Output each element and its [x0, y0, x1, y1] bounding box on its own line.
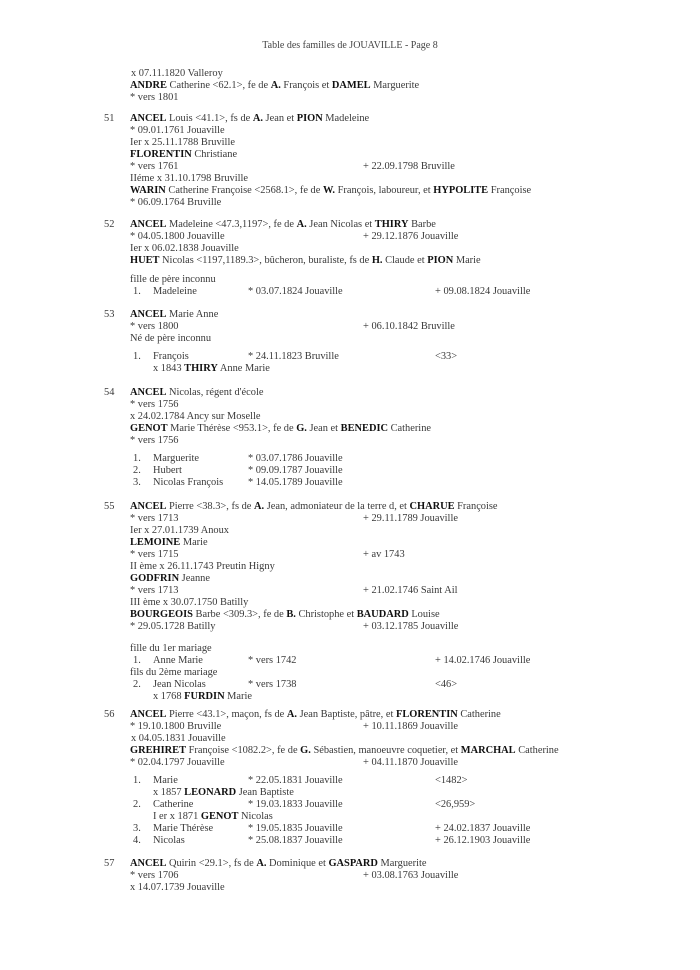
text-fragment: x 24.02.1784 Ancy sur Moselle — [130, 411, 261, 422]
entry-line — [133, 286, 141, 298]
surname: ANCEL — [130, 501, 167, 512]
surname: HYPOLITE — [433, 185, 489, 196]
text-fragment: 3. — [133, 823, 141, 834]
text-fragment: * 29.05.1728 Batilly — [130, 621, 216, 632]
text-fragment: * vers 1801 — [130, 92, 179, 103]
text-fragment: * 09.01.1761 Jouaville — [130, 125, 225, 136]
surname: A. — [286, 709, 297, 720]
entry-line — [131, 68, 223, 80]
entry-line — [130, 621, 215, 633]
child-name: Madeleine — [153, 286, 197, 297]
entry-line — [130, 80, 419, 92]
entry-line — [130, 882, 225, 894]
death-or-ref: + 03.08.1763 Jouaville — [363, 870, 459, 881]
death-or-ref: + av 1743 — [363, 549, 405, 560]
text-fragment: Jean et — [306, 423, 341, 434]
surname: CHARUE — [409, 501, 455, 512]
text-fragment: Barbe <309.3>, fe de — [192, 609, 287, 620]
text-fragment: Ier x 06.02.1838 Jouaville — [130, 243, 239, 254]
surname: ANCEL — [130, 858, 167, 869]
text-fragment: 1. — [133, 775, 141, 786]
text-fragment: 1. — [133, 453, 141, 464]
entry-line — [130, 333, 211, 345]
entry-line — [133, 775, 141, 787]
text-fragment: Catherine <62.1>, fe de — [166, 80, 271, 91]
child-name: François — [153, 351, 189, 362]
text-fragment: 2. — [133, 799, 141, 810]
child-birth: * 03.07.1786 Jouaville — [248, 453, 343, 464]
entry-line — [130, 274, 216, 286]
entry-line — [130, 667, 217, 679]
entry-line — [131, 733, 226, 745]
text-fragment: Barbe — [408, 219, 436, 230]
text-fragment: fille du 1er mariage — [130, 643, 212, 654]
child-birth: * 19.05.1835 Jouaville — [248, 823, 343, 834]
text-fragment: * 19.10.1800 Bruville — [130, 721, 222, 732]
text-fragment: Pierre <43.1>, maçon, fs de — [166, 709, 287, 720]
surname: WARIN — [130, 185, 166, 196]
surname: FURDIN — [184, 691, 225, 702]
entry-line — [130, 161, 178, 173]
surname: GASPARD — [328, 858, 378, 869]
child-birth: * 14.05.1789 Jouaville — [248, 477, 343, 488]
surname: A. — [252, 113, 263, 124]
entry-line — [130, 185, 531, 197]
text-fragment: * vers 1761 — [130, 161, 179, 172]
entry-line — [133, 453, 141, 465]
death-or-ref: + 03.12.1785 Jouaville — [363, 621, 459, 632]
text-fragment: Nicolas — [238, 811, 273, 822]
surname: MARCHAL — [460, 745, 516, 756]
entry-heading — [130, 219, 436, 231]
entry-line — [133, 799, 141, 811]
surname: ANDRE — [130, 80, 167, 91]
death-or-ref: + 06.10.1842 Bruville — [363, 321, 455, 332]
text-fragment: II ème x 26.11.1743 Preutin Higny — [130, 561, 275, 572]
text-fragment: Jeanne — [179, 573, 210, 584]
text-fragment: 1. — [133, 286, 141, 297]
text-fragment: fils du 2ème mariage — [130, 667, 218, 678]
entry-line — [153, 363, 270, 375]
text-fragment: Catherine — [515, 745, 559, 756]
surname: B. — [286, 609, 296, 620]
entry-line — [133, 351, 141, 363]
entry-line — [130, 757, 225, 769]
surname: LEMOINE — [130, 537, 181, 548]
text-fragment: Quirin <29.1>, fs de — [166, 858, 257, 869]
entry-number: 55 — [104, 501, 115, 512]
text-fragment: Françoise — [488, 185, 532, 196]
text-fragment: x 04.05.1831 Jouaville — [131, 733, 226, 744]
surname: DAMEL — [331, 80, 371, 91]
text-fragment: 3. — [133, 477, 141, 488]
child-birth: * 09.09.1787 Jouaville — [248, 465, 343, 476]
entry-heading — [130, 309, 218, 321]
text-fragment: Catherine Françoise <2568.1>, fe de — [165, 185, 323, 196]
text-fragment: Sébastien, manoeuvre coquetier, et — [310, 745, 461, 756]
surname: BAUDARD — [356, 609, 409, 620]
entry-line — [130, 537, 208, 549]
text-fragment: fille de père inconnu — [130, 274, 216, 285]
text-fragment: * vers 1713 — [130, 585, 179, 596]
child-name: Hubert — [153, 465, 182, 476]
surname: THIRY — [184, 363, 218, 374]
entry-line — [130, 243, 239, 255]
surname: GENOT — [200, 811, 239, 822]
text-fragment: 1. — [133, 351, 141, 362]
surname: LEONARD — [184, 787, 237, 798]
entry-number: 54 — [104, 387, 115, 398]
death-or-ref: + 22.09.1798 Bruville — [363, 161, 455, 172]
surname: A. — [256, 858, 267, 869]
text-fragment: * vers 1706 — [130, 870, 179, 881]
entry-number: 56 — [104, 709, 115, 720]
text-fragment: * vers 1715 — [130, 549, 179, 560]
text-fragment: Nicolas <1197,1189.3>, bûcheron, buraliste, fs de — [159, 255, 372, 266]
entry-line — [130, 255, 481, 267]
text-fragment: x 07.11.1820 Valleroy — [131, 68, 223, 79]
entry-number: 52 — [104, 219, 115, 230]
text-fragment: I er x 1871 — [153, 811, 201, 822]
entry-line — [130, 423, 431, 435]
entry-line — [130, 525, 229, 537]
surname: A. — [270, 80, 281, 91]
surname: ANCEL — [130, 709, 167, 720]
text-fragment: Marie — [453, 255, 481, 266]
entry-number: 51 — [104, 113, 115, 124]
entry-line — [133, 465, 141, 477]
surname: BENEDIC — [340, 423, 389, 434]
child-name: Nicolas — [153, 835, 185, 846]
text-fragment: 1. — [133, 655, 141, 666]
death-or-ref: <1482> — [435, 775, 468, 786]
page-header: Table des familles de JOUAVILLE - Page 8 — [262, 40, 438, 51]
text-fragment: x 1857 — [153, 787, 185, 798]
entry-line — [130, 411, 260, 423]
text-fragment: 2. — [133, 465, 141, 476]
death-or-ref: + 21.02.1746 Saint Ail — [363, 585, 458, 596]
surname: A. — [296, 219, 307, 230]
text-fragment: Louis <41.1>, fs de — [166, 113, 253, 124]
text-fragment: Marie Anne — [166, 309, 219, 320]
entry-line — [130, 149, 237, 161]
death-or-ref: + 10.11.1869 Jouaville — [363, 721, 458, 732]
surname: PION — [296, 113, 323, 124]
death-or-ref: + 14.02.1746 Jouaville — [435, 655, 531, 666]
surname: PION — [427, 255, 454, 266]
death-or-ref: <33> — [435, 351, 458, 362]
text-fragment: Jean Baptiste — [236, 787, 294, 798]
text-fragment: 4. — [133, 835, 141, 846]
text-fragment: Jean, admoniateur de la terre d, et — [264, 501, 410, 512]
surname: W. — [322, 185, 335, 196]
text-fragment: Nicolas, régent d'école — [166, 387, 264, 398]
text-fragment: Pierre <38.3>, fs de — [166, 501, 254, 512]
entry-line — [130, 321, 178, 333]
death-or-ref: + 24.02.1837 Jouaville — [435, 823, 531, 834]
child-birth: * 25.08.1837 Jouaville — [248, 835, 343, 846]
text-fragment: Françoise <1082.2>, fe de — [186, 745, 301, 756]
text-fragment: Marguerite — [370, 80, 420, 91]
child-name: Nicolas François — [153, 477, 224, 488]
child-birth: * 03.07.1824 Jouaville — [248, 286, 343, 297]
entry-line — [130, 173, 248, 185]
surname: GENOT — [130, 423, 168, 434]
entry-line — [130, 585, 178, 597]
entry-line — [133, 679, 141, 691]
child-birth: * vers 1742 — [248, 655, 297, 666]
entry-line — [133, 655, 141, 667]
text-fragment: * 02.04.1797 Jouaville — [130, 757, 225, 768]
text-fragment: Claude et — [382, 255, 428, 266]
entry-line — [130, 549, 178, 561]
text-fragment: Marie — [180, 537, 208, 548]
text-fragment: Dominique et — [266, 858, 329, 869]
text-fragment: x 1843 — [153, 363, 185, 374]
death-or-ref: + 26.12.1903 Jouaville — [435, 835, 531, 846]
text-fragment: François, laboureur, et — [335, 185, 434, 196]
text-fragment: Né de père inconnu — [130, 333, 212, 344]
entry-number: 57 — [104, 858, 115, 869]
entry-line — [130, 399, 178, 411]
surname: G. — [300, 745, 311, 756]
surname: ANCEL — [130, 309, 167, 320]
child-name: Jean Nicolas — [153, 679, 206, 690]
text-fragment: Christiane — [191, 149, 238, 160]
surname: FLORENTIN — [130, 149, 192, 160]
entry-line — [153, 811, 273, 823]
entry-heading — [130, 709, 501, 721]
text-fragment: François et — [280, 80, 332, 91]
entry-line — [130, 573, 210, 585]
surname: ANCEL — [130, 113, 167, 124]
surname: GREHIRET — [130, 745, 187, 756]
surname: THIRY — [374, 219, 409, 230]
text-fragment: Jean Nicolas et — [306, 219, 375, 230]
entry-line — [133, 835, 141, 847]
text-fragment: Catherine — [388, 423, 432, 434]
child-birth: * vers 1738 — [248, 679, 297, 690]
text-fragment: Marie Thérèse <953.1>, fe de — [167, 423, 297, 434]
entry-line — [130, 721, 221, 733]
entry-heading — [130, 858, 427, 870]
death-or-ref: <46> — [435, 679, 458, 690]
surname: GODFRIN — [130, 573, 180, 584]
text-fragment: Marguerite — [377, 858, 427, 869]
text-fragment: Ier x 27.01.1739 Anoux — [130, 525, 229, 536]
entry-line — [130, 125, 225, 137]
text-fragment: Christophe et — [295, 609, 357, 620]
surname: H. — [371, 255, 383, 266]
entry-line — [130, 231, 225, 243]
surname: BOURGEOIS — [130, 609, 193, 620]
child-birth: * 19.03.1833 Jouaville — [248, 799, 343, 810]
surname: HUET — [130, 255, 160, 266]
text-fragment: * 06.09.1764 Bruville — [130, 197, 222, 208]
entry-line — [130, 435, 178, 447]
text-fragment: Françoise — [454, 501, 498, 512]
entry-line — [133, 823, 141, 835]
child-name: Marie — [153, 775, 178, 786]
entry-line — [130, 197, 221, 209]
surname: A. — [254, 501, 265, 512]
text-fragment: * vers 1756 — [130, 399, 179, 410]
text-fragment: Jean et — [262, 113, 297, 124]
entry-number: 53 — [104, 309, 115, 320]
text-fragment: * vers 1713 — [130, 513, 179, 524]
text-fragment: Ier x 25.11.1788 Bruville — [130, 137, 235, 148]
entry-heading — [130, 113, 369, 125]
entry-line — [130, 745, 559, 757]
text-fragment: * 04.05.1800 Jouaville — [130, 231, 225, 242]
entry-line — [130, 597, 248, 609]
entry-line — [153, 691, 252, 703]
surname: ANCEL — [130, 219, 167, 230]
entry-heading — [130, 501, 498, 513]
surname: G. — [296, 423, 307, 434]
entry-line — [130, 92, 178, 104]
child-name: Anne Marie — [153, 655, 203, 666]
entry-line — [133, 477, 141, 489]
entry-heading — [130, 387, 263, 399]
text-fragment: * vers 1800 — [130, 321, 179, 332]
text-fragment: x 1768 — [153, 691, 185, 702]
child-name: Catherine — [153, 799, 194, 810]
surname: ANCEL — [130, 387, 167, 398]
text-fragment: IIéme x 31.10.1798 Bruville — [130, 173, 249, 184]
entry-line — [130, 643, 212, 655]
death-or-ref: + 04.11.1870 Jouaville — [363, 757, 458, 768]
text-fragment: 2. — [133, 679, 141, 690]
text-fragment: Catherine — [457, 709, 501, 720]
entry-line — [130, 561, 275, 573]
child-birth: * 24.11.1823 Bruville — [248, 351, 339, 362]
death-or-ref: <26,959> — [435, 799, 476, 810]
entry-line — [130, 137, 235, 149]
entry-line — [153, 787, 294, 799]
text-fragment: * vers 1756 — [130, 435, 179, 446]
child-name: Marguerite — [153, 453, 199, 464]
child-birth: * 22.05.1831 Jouaville — [248, 775, 343, 786]
text-fragment: III ème x 30.07.1750 Batilly — [130, 597, 249, 608]
surname: FLORENTIN — [395, 709, 458, 720]
entry-line — [130, 609, 440, 621]
entry-line — [130, 870, 178, 882]
text-fragment: Marie — [224, 691, 252, 702]
death-or-ref: + 29.12.1876 Jouaville — [363, 231, 459, 242]
entry-line — [130, 513, 178, 525]
text-fragment: Louise — [408, 609, 440, 620]
text-fragment: Anne Marie — [217, 363, 270, 374]
death-or-ref: + 09.08.1824 Jouaville — [435, 286, 531, 297]
text-fragment: x 14.07.1739 Jouaville — [130, 882, 225, 893]
child-name: Marie Thérèse — [153, 823, 214, 834]
death-or-ref: + 29.11.1789 Jouaville — [363, 513, 458, 524]
text-fragment: Madeleine <47.3,1197>, fe de — [166, 219, 297, 230]
text-fragment: Madeleine — [322, 113, 370, 124]
text-fragment: Jean Baptiste, pâtre, et — [297, 709, 396, 720]
